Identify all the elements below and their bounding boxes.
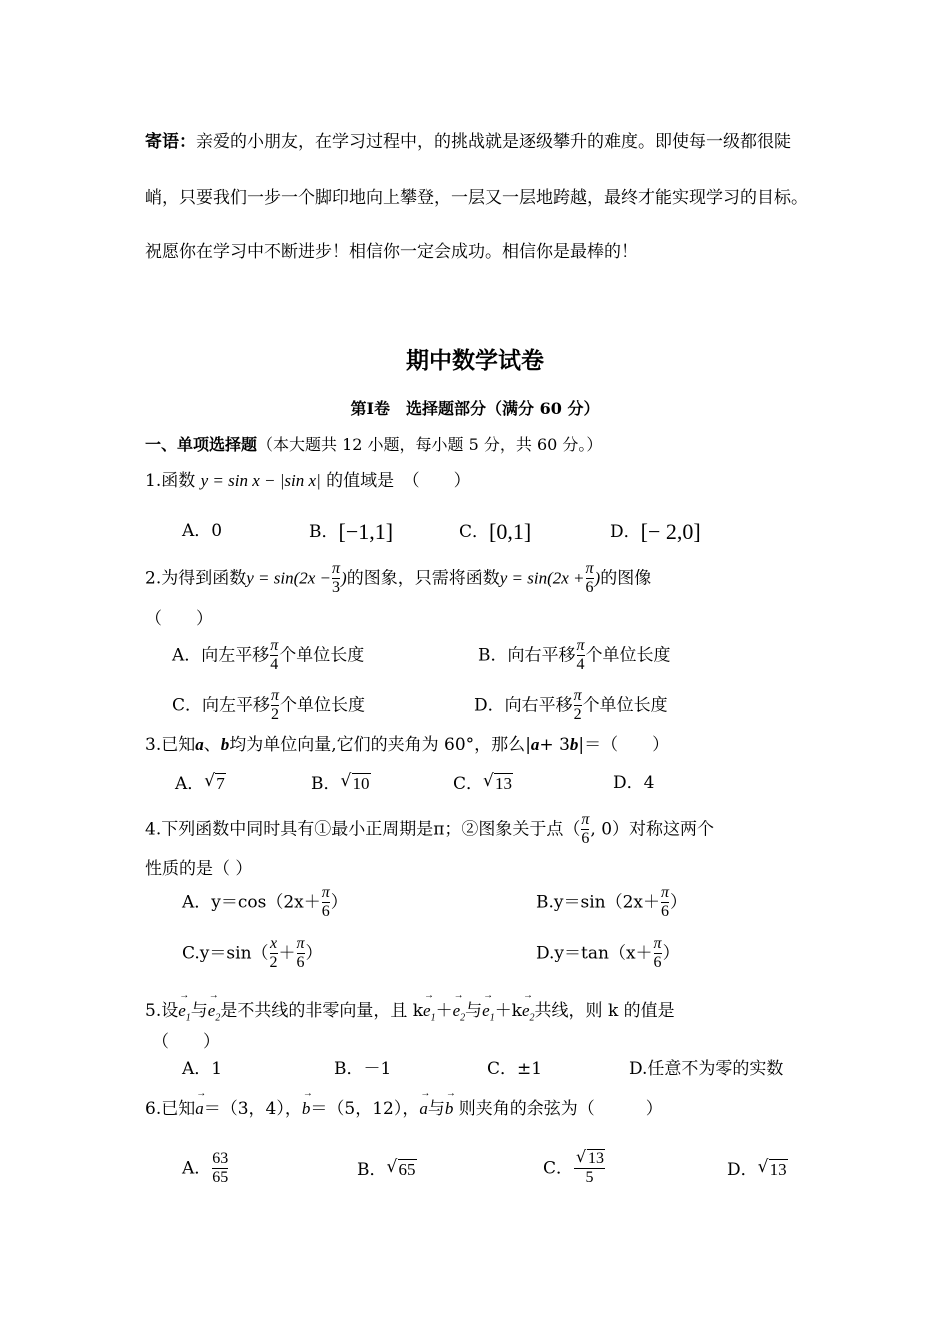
q2-paren: （ ） [145,609,213,629]
q2-option-d: D．向右平移 $\frac{\pi}{2}$ 个单位长度 [474,687,668,723]
q1-option-c: C．[0,1] [459,519,532,544]
q6-option-d: D．√ 13 [727,1161,788,1179]
q3-stem: 3.已知a、b均为单位向量,它们的夹角为 60°，那么|a+ 3b|＝（ ） [145,735,670,755]
q6-option-c: C． √ $\frac{13}{5}$ [543,1151,606,1187]
page-title: 期中数学试卷 [406,347,544,374]
q1-option-d: D．[− 2,0] [610,519,701,544]
q3-option-d: D．4 [613,773,655,793]
q1-option-b: B．[−1,1] [309,519,394,544]
q5-stem: 5.设→ $e_1$与→ $e_2$是不共线的非零向量，且 $k\to e_1+\to e_2$与→ $e_1+k\to e_2$共线，则 k 的值是 [145,1002,675,1023]
q1-stem: 1.函数 y = sin x − |sin x| 的值域是 （ ） [145,471,471,491]
q6-option-b: B．√ 65 [357,1161,417,1179]
q5-paren: （ ） [152,1032,220,1052]
q2-option-c: C．向左平移 $\frac{\pi}{2}$ 个单位长度 [172,687,366,723]
q4-stem-line-2: 性质的是（ ） [145,859,253,879]
q6-stem: 6.已知→ a＝（3，4），→ b＝（5，12），→ a与→ b 则夹角的余弦为（ ） [145,1100,663,1118]
q5-option-d: D.任意不为零的实数 [629,1059,784,1079]
preface-label: 寄语： [145,132,196,152]
q5-option-b: B．－1 [334,1059,392,1079]
q4-option-d: D.y＝tan（x＋ $\frac{\pi}{6}$ ） [536,935,680,971]
section-heading: 一、单项选择题（本大题共 12 小题，每小题 5 分，共 60 分。） [145,435,603,454]
preface-line-2: 峭，只要我们一步一个脚印地向上攀登，一层又一层地跨越，最终才能实现学习的目标。 [145,188,808,208]
q1-formula: y = sin x − |sin x| [200,471,321,490]
q4-option-a: A．y＝cos（2x＋ $\frac{\pi}{6}$ ） [182,884,348,920]
q4-stem: 4.下列函数中同时具有①最小正周期是π；②图象关于点（ $\frac{\pi}{6}$ , 0）对称这两个 [145,811,715,847]
q5-option-c: C．±1 [487,1059,543,1079]
q3-option-c: C．√ 13 [453,775,513,793]
q5-option-a: A．1 [182,1059,223,1079]
part-title: 第Ⅰ卷 选择题部分（满分 60 分） [350,399,600,418]
q1-option-a: A．0 [182,521,223,541]
q2-option-a: A．向左平移 $\frac{\pi}{4}$ 个单位长度 [172,637,365,673]
q6-option-a: A． $\frac{63}{65}$ [182,1150,229,1186]
q2-option-b: B．向右平移 $\frac{\pi}{4}$ 个单位长度 [478,637,671,673]
q4-option-c: C.y＝sin（ $\frac{x}{2}$ ＋ $\frac{\pi}{6}$ ） [182,935,323,971]
q4-option-b: B.y＝sin（2x＋ $\frac{\pi}{6}$ ） [536,884,688,920]
q3-option-b: B．√ 10 [311,775,371,793]
q3-option-a: A．√ 7 [175,775,226,793]
preface-line-1: 寄语：亲爱的小朋友，在学习过程中，的挑战就是逐级攀升的难度。即使每一级都很陡 [145,132,791,152]
q2-stem: 2.为得到函数y = sin(2x − $\frac{\pi}{3}$ )的图象，只需将函数y = sin(2x + $\frac{\pi}{6}$ )的图像 [145,560,652,596]
preface-line-3: 祝愿你在学习中不断进步！相信你一定会成功。相信你是最棒的！ [145,242,638,262]
